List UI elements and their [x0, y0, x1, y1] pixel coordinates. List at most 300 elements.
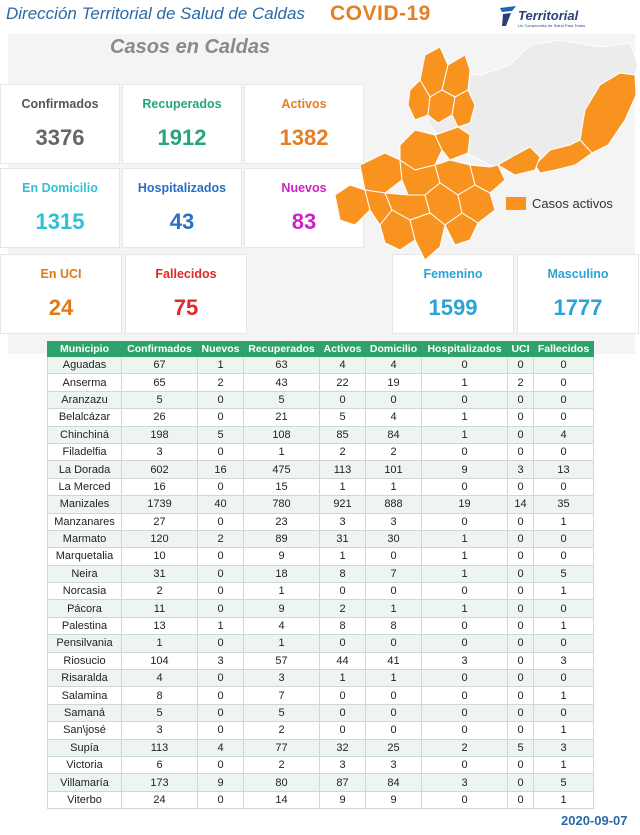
table-cell: 3 [122, 443, 198, 460]
table-cell: 0 [198, 391, 244, 408]
table-cell: 0 [508, 530, 534, 547]
table-cell: 18 [244, 565, 320, 582]
table-cell: 120 [122, 530, 198, 547]
card-label: Hospitalizados [137, 181, 227, 195]
table-cell: 0 [534, 443, 594, 460]
table-row [48, 739, 594, 756]
table-cell: 85 [320, 426, 366, 443]
table-cell: 21 [244, 409, 320, 426]
municipio-cell: Manzanares [48, 513, 122, 530]
table-cell: 0 [508, 426, 534, 443]
municipio-cell: Risaralda [48, 670, 122, 687]
table-cell: 0 [422, 670, 508, 687]
table-cell: 3 [122, 722, 198, 739]
table-cell: 0 [320, 583, 366, 600]
card-label: Nuevos [281, 181, 327, 195]
table-cell: 5 [534, 774, 594, 791]
table-cell: 1 [122, 635, 198, 652]
table-cell: 101 [366, 461, 422, 478]
table-cell: 44 [320, 652, 366, 669]
table-cell: 4 [534, 426, 594, 443]
card-value: 83 [291, 209, 317, 234]
table-cell: 4 [366, 357, 422, 374]
table-cell: 0 [198, 635, 244, 652]
table-cell: 0 [508, 391, 534, 408]
table-cell: 173 [122, 774, 198, 791]
municipios-table [47, 341, 594, 809]
table-cell: 0 [508, 513, 534, 530]
header-title: Dirección Territorial de Salud de Caldas [6, 4, 305, 23]
table-row [48, 461, 594, 478]
table-cell: 0 [198, 443, 244, 460]
table-cell: 0 [320, 391, 366, 408]
table-cell: 3 [198, 652, 244, 669]
table-cell: 5 [122, 704, 198, 721]
table-cell: 108 [244, 426, 320, 443]
table-cell: 1 [534, 617, 594, 634]
municipio-cell: Salamina [48, 687, 122, 704]
table-cell: 0 [508, 583, 534, 600]
municipio-cell: Chinchiná [48, 426, 122, 443]
table-cell: 0 [422, 687, 508, 704]
table-cell: 0 [508, 704, 534, 721]
table-cell: 0 [534, 391, 594, 408]
card-label: Activos [281, 97, 327, 111]
table-cell: 1 [320, 548, 366, 565]
table-cell: 0 [422, 513, 508, 530]
table-cell: 0 [422, 722, 508, 739]
table-cell: 0 [534, 530, 594, 547]
municipio-cell: Pácora [48, 600, 122, 617]
table-row [48, 565, 594, 582]
table-cell: 0 [534, 600, 594, 617]
table-cell: 0 [198, 565, 244, 582]
table-cell: 0 [198, 687, 244, 704]
card-value: 1777 [553, 295, 603, 320]
table-cell: 0 [508, 791, 534, 808]
table-cell: 7 [366, 565, 422, 582]
card-recuperados [122, 84, 242, 164]
table-cell: 0 [198, 513, 244, 530]
table-cell: 14 [244, 791, 320, 808]
table-cell: 2 [244, 722, 320, 739]
table-row [48, 496, 594, 513]
table-cell: 4 [244, 617, 320, 634]
table-cell: 1 [422, 374, 508, 391]
table-cell: 0 [422, 583, 508, 600]
table-cell: 0 [508, 670, 534, 687]
table-cell: 198 [122, 426, 198, 443]
table-cell: 67 [122, 357, 198, 374]
table-cell: 87 [320, 774, 366, 791]
table-cell: 3 [534, 652, 594, 669]
table-row [48, 583, 594, 600]
table-cell: 0 [366, 687, 422, 704]
table-cell: 16 [122, 478, 198, 495]
table-cell: 0 [198, 756, 244, 773]
table-cell: 14 [508, 496, 534, 513]
table-cell: 1 [534, 513, 594, 530]
table-cell: 1 [366, 600, 422, 617]
table-cell: 0 [320, 704, 366, 721]
municipio-cell: Samaná [48, 704, 122, 721]
table-cell: 6 [122, 756, 198, 773]
table-cell: 0 [534, 374, 594, 391]
table-cell: 65 [122, 374, 198, 391]
municipio-cell: Manizales [48, 496, 122, 513]
section-title: Casos en Caldas [110, 36, 271, 58]
table-row [48, 357, 594, 374]
table-cell: 1 [422, 530, 508, 547]
table-cell: 1 [320, 670, 366, 687]
table-row [48, 374, 594, 391]
table-row [48, 774, 594, 791]
table-row [48, 409, 594, 426]
table-cell: 0 [422, 756, 508, 773]
territorial-logo [498, 3, 618, 31]
table-cell: 5 [198, 426, 244, 443]
table-cell: 0 [422, 635, 508, 652]
table-cell: 1 [244, 443, 320, 460]
municipio-cell: Marquetalia [48, 548, 122, 565]
table-cell: 0 [422, 791, 508, 808]
table-cell: 888 [366, 496, 422, 513]
table-cell: 0 [508, 774, 534, 791]
table-cell: 1 [422, 600, 508, 617]
table-cell: 0 [198, 409, 244, 426]
table-cell: 0 [198, 704, 244, 721]
table-row [48, 722, 594, 739]
card-label: Fallecidos [155, 267, 217, 281]
municipio-cell: La Merced [48, 478, 122, 495]
municipio-cell: Aguadas [48, 357, 122, 374]
table-cell: 2 [244, 756, 320, 773]
card-value: 43 [169, 209, 195, 234]
table-cell: 780 [244, 496, 320, 513]
table-cell: 0 [422, 357, 508, 374]
table-cell: 0 [508, 478, 534, 495]
table-cell: 31 [122, 565, 198, 582]
table-cell: 3 [320, 756, 366, 773]
municipio-cell: Victoria [48, 756, 122, 773]
card-value: 75 [173, 295, 199, 320]
table-cell: 0 [366, 548, 422, 565]
table-cell: 0 [198, 548, 244, 565]
card-domicilio [0, 168, 120, 248]
table-cell: 921 [320, 496, 366, 513]
table-cell: 5 [534, 565, 594, 582]
table-cell: 0 [534, 670, 594, 687]
municipio-cell: Filadelfia [48, 443, 122, 460]
card-label: En UCI [40, 267, 82, 281]
municipio-cell: Neira [48, 565, 122, 582]
table-row [48, 600, 594, 617]
municipios-table-wrapper [47, 341, 593, 809]
map-legend [506, 196, 613, 211]
table-cell: 9 [198, 774, 244, 791]
table-cell: 5 [244, 391, 320, 408]
table-cell: 0 [198, 722, 244, 739]
table-cell: 1 [534, 722, 594, 739]
table-cell: 0 [508, 548, 534, 565]
table-cell: 3 [366, 513, 422, 530]
municipio-cell: Viterbo [48, 791, 122, 808]
table-cell: 3 [422, 652, 508, 669]
table-cell: 0 [198, 478, 244, 495]
map-region-active [360, 153, 402, 193]
table-row [48, 704, 594, 721]
table-cell: 80 [244, 774, 320, 791]
table-cell: 0 [320, 635, 366, 652]
table-cell: 2 [422, 739, 508, 756]
column-header: Fallecidos [534, 342, 594, 357]
table-cell: 1 [422, 426, 508, 443]
table-cell: 84 [366, 774, 422, 791]
logo-subtitle: Un Compromiso de Salud Para Todos [518, 23, 586, 28]
table-cell: 4 [366, 409, 422, 426]
column-header: Domicilio [366, 342, 422, 357]
table-cell: 9 [422, 461, 508, 478]
table-cell: 23 [244, 513, 320, 530]
table-cell: 0 [534, 548, 594, 565]
table-cell: 0 [422, 704, 508, 721]
table-cell: 5 [320, 409, 366, 426]
table-cell: 0 [422, 617, 508, 634]
table-row [48, 635, 594, 652]
municipio-cell: Norcasia [48, 583, 122, 600]
table-cell: 0 [508, 357, 534, 374]
table-cell: 0 [366, 722, 422, 739]
card-fallecidos [125, 254, 247, 334]
table-cell: 3 [244, 670, 320, 687]
table-cell: 43 [244, 374, 320, 391]
table-cell: 0 [508, 409, 534, 426]
card-value: 1599 [428, 295, 478, 320]
table-cell: 3 [366, 756, 422, 773]
card-value: 1382 [279, 125, 329, 150]
table-cell: 0 [534, 635, 594, 652]
card-hospitalizados [122, 168, 242, 248]
table-cell: 0 [534, 704, 594, 721]
table-cell: 0 [320, 722, 366, 739]
table-cell: 0 [534, 478, 594, 495]
table-cell: 8 [320, 617, 366, 634]
table-cell: 1 [534, 687, 594, 704]
table-cell: 41 [366, 652, 422, 669]
column-header: UCI [508, 342, 534, 357]
table-row [48, 478, 594, 495]
logo-text: Territorial [518, 8, 579, 23]
table-cell: 32 [320, 739, 366, 756]
table-row [48, 513, 594, 530]
table-cell: 0 [320, 687, 366, 704]
table-row [48, 391, 594, 408]
table-cell: 13 [534, 461, 594, 478]
table-row [48, 617, 594, 634]
table-cell: 10 [122, 548, 198, 565]
table-cell: 113 [122, 739, 198, 756]
table-cell: 1 [534, 583, 594, 600]
table-cell: 9 [244, 600, 320, 617]
table-cell: 19 [366, 374, 422, 391]
table-header-row [48, 342, 594, 357]
table-cell: 89 [244, 530, 320, 547]
table-cell: 1 [534, 756, 594, 773]
column-header: Activos [320, 342, 366, 357]
table-cell: 22 [320, 374, 366, 391]
table-cell: 0 [198, 791, 244, 808]
table-cell: 1 [244, 583, 320, 600]
card-label: En Domicilio [22, 181, 98, 195]
table-cell: 30 [366, 530, 422, 547]
table-cell: 1 [422, 548, 508, 565]
card-label: Confirmados [21, 97, 99, 111]
table-row [48, 652, 594, 669]
table-cell: 40 [198, 496, 244, 513]
table-cell: 0 [534, 409, 594, 426]
table-cell: 2 [508, 374, 534, 391]
table-cell: 8 [366, 617, 422, 634]
municipio-cell: Aranzazu [48, 391, 122, 408]
table-cell: 4 [198, 739, 244, 756]
table-cell: 2 [320, 600, 366, 617]
table-cell: 35 [534, 496, 594, 513]
table-cell: 9 [244, 548, 320, 565]
table-cell: 0 [508, 443, 534, 460]
table-cell: 0 [422, 478, 508, 495]
table-cell: 1 [366, 478, 422, 495]
card-value: 1912 [157, 125, 207, 150]
table-cell: 0 [508, 635, 534, 652]
table-cell: 8 [122, 687, 198, 704]
table-cell: 3 [508, 461, 534, 478]
table-cell: 1 [198, 357, 244, 374]
table-cell: 0 [534, 357, 594, 374]
table-cell: 0 [508, 617, 534, 634]
table-cell: 25 [366, 739, 422, 756]
column-header: Confirmados [122, 342, 198, 357]
table-cell: 77 [244, 739, 320, 756]
table-cell: 3 [534, 739, 594, 756]
table-cell: 13 [122, 617, 198, 634]
table-cell: 1 [422, 409, 508, 426]
table-row [48, 443, 594, 460]
table-cell: 0 [366, 391, 422, 408]
card-value: 1315 [35, 209, 85, 234]
table-cell: 2 [366, 443, 422, 460]
table-cell: 0 [198, 670, 244, 687]
table-cell: 84 [366, 426, 422, 443]
column-header: Municipio [48, 342, 122, 357]
table-row [48, 670, 594, 687]
municipio-cell: Belalcázar [48, 409, 122, 426]
table-cell: 24 [122, 791, 198, 808]
table-cell: 1 [198, 617, 244, 634]
table-cell: 5 [508, 739, 534, 756]
covid-title: COVID-19 [330, 2, 431, 25]
table-cell: 0 [508, 756, 534, 773]
table-cell: 26 [122, 409, 198, 426]
card-label: Recuperados [142, 97, 222, 111]
table-cell: 0 [366, 704, 422, 721]
municipio-cell: Anserma [48, 374, 122, 391]
table-row [48, 756, 594, 773]
legend-label: Casos activos [532, 196, 613, 211]
municipio-cell: Villamaría [48, 774, 122, 791]
card-uci [0, 254, 122, 334]
card-value: 3376 [35, 125, 85, 150]
table-cell: 2 [122, 583, 198, 600]
municipio-cell: Pensilvania [48, 635, 122, 652]
table-cell: 19 [422, 496, 508, 513]
table-cell: 27 [122, 513, 198, 530]
municipio-cell: Marmato [48, 530, 122, 547]
municipio-cell: Riosucio [48, 652, 122, 669]
municipio-cell: La Dorada [48, 461, 122, 478]
table-cell: 15 [244, 478, 320, 495]
table-cell: 2 [320, 443, 366, 460]
municipio-cell: Palestina [48, 617, 122, 634]
table-cell: 1739 [122, 496, 198, 513]
table-cell: 0 [508, 565, 534, 582]
municipio-cell: San\josé [48, 722, 122, 739]
column-header: Recuperados [244, 342, 320, 357]
table-cell: 0 [198, 600, 244, 617]
table-cell: 104 [122, 652, 198, 669]
table-cell: 1 [320, 478, 366, 495]
card-value: 24 [48, 295, 74, 320]
table-cell: 9 [320, 791, 366, 808]
card-masculino [517, 254, 639, 334]
table-cell: 0 [508, 652, 534, 669]
logo-swoosh-icon [498, 4, 518, 30]
table-cell: 113 [320, 461, 366, 478]
column-header: Hospitalizados [422, 342, 508, 357]
table-cell: 4 [320, 357, 366, 374]
table-cell: 0 [366, 583, 422, 600]
table-row [48, 426, 594, 443]
table-cell: 1 [534, 791, 594, 808]
table-cell: 9 [366, 791, 422, 808]
table-cell: 0 [508, 687, 534, 704]
table-cell: 0 [508, 600, 534, 617]
table-cell: 1 [244, 635, 320, 652]
table-cell: 11 [122, 600, 198, 617]
table-cell: 31 [320, 530, 366, 547]
table-cell: 0 [198, 583, 244, 600]
table-cell: 3 [320, 513, 366, 530]
card-label: Masculino [547, 267, 609, 281]
column-header: Nuevos [198, 342, 244, 357]
table-cell: 4 [122, 670, 198, 687]
legend-swatch [506, 197, 526, 210]
table-cell: 8 [320, 565, 366, 582]
table-cell: 3 [422, 774, 508, 791]
card-femenino [392, 254, 514, 334]
report-date: 2020-09-07 [561, 813, 628, 828]
table-cell: 2 [198, 530, 244, 547]
table-cell: 16 [198, 461, 244, 478]
table-cell: 0 [508, 722, 534, 739]
table-cell: 475 [244, 461, 320, 478]
table-cell: 1 [366, 670, 422, 687]
table-cell: 0 [422, 443, 508, 460]
table-cell: 1 [422, 565, 508, 582]
table-body [48, 357, 594, 809]
table-cell: 7 [244, 687, 320, 704]
table-cell: 602 [122, 461, 198, 478]
municipio-cell: Supía [48, 739, 122, 756]
